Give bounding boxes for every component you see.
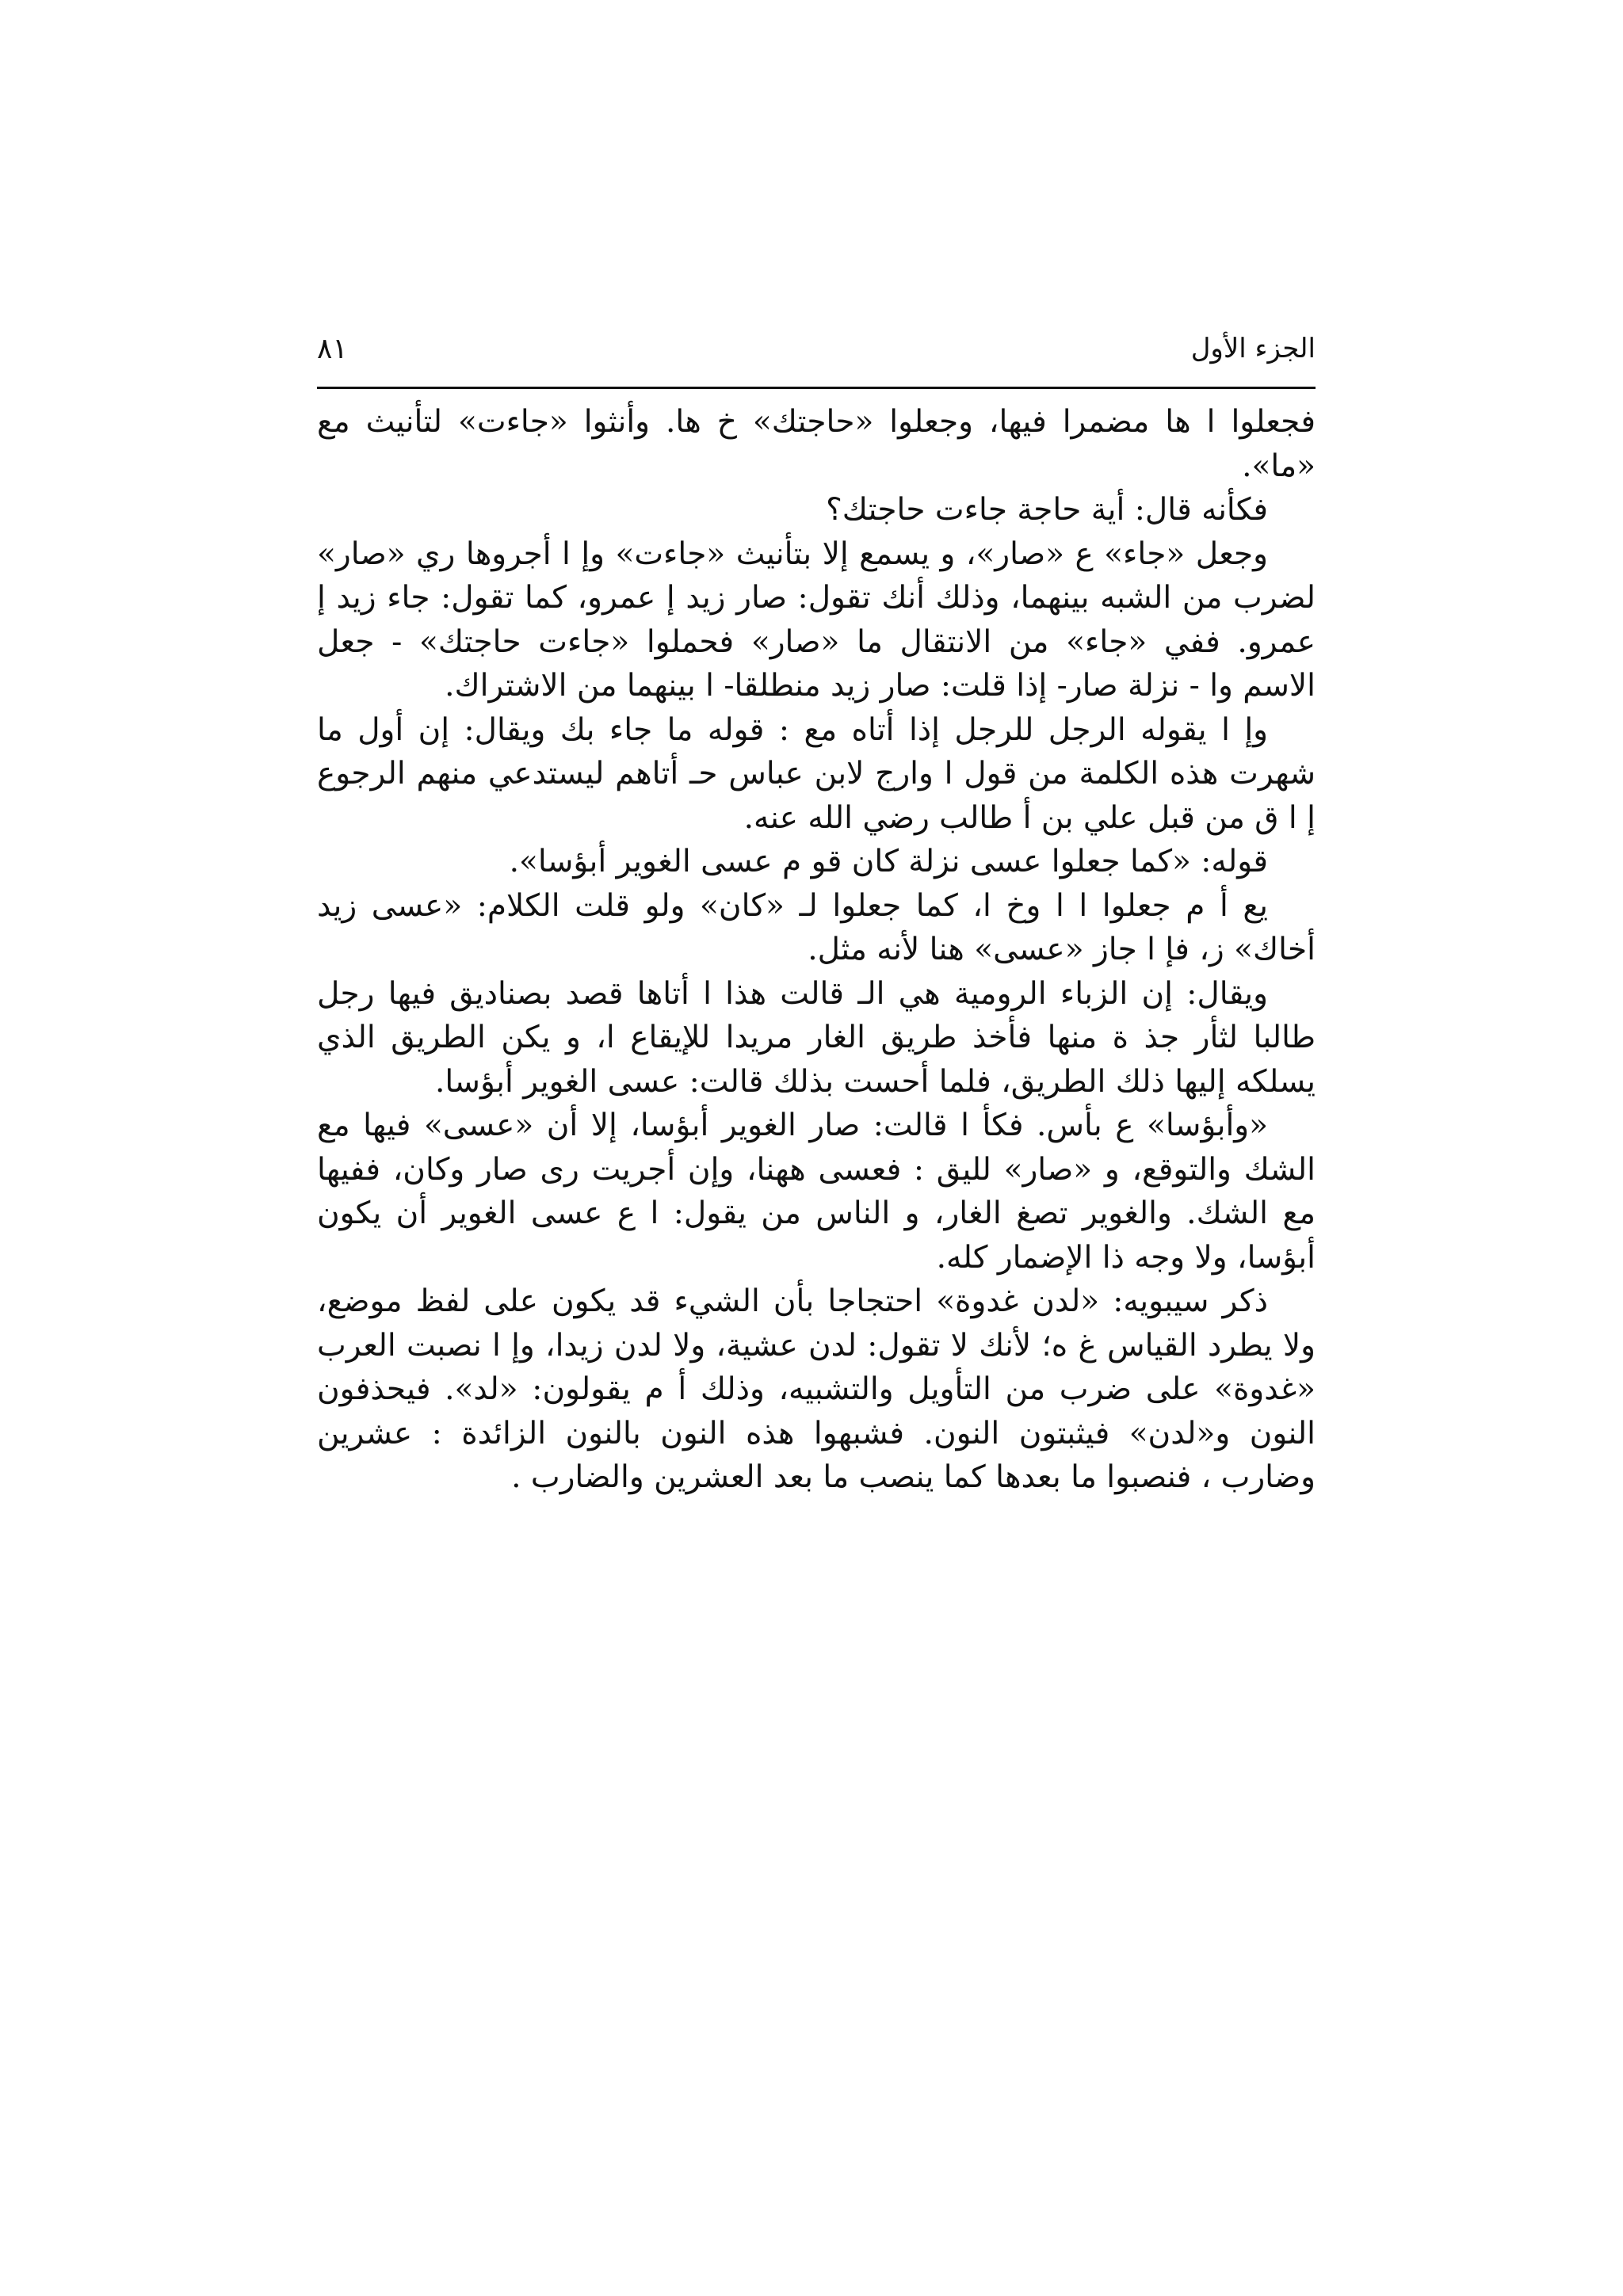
header-divider xyxy=(317,387,1316,389)
page-number: ٨١ xyxy=(317,333,348,365)
paragraph: فجعلوا ا ها مضمرا فيها، وجعلوا «حاجتك» خ ها. وأنثوا «جاءت» لتأنيث مع «ما». xyxy=(317,404,1316,484)
paragraph: فكأنه قال: أية حاجة جاءت حاجتك؟ xyxy=(826,492,1268,528)
body-text xyxy=(317,400,1316,1500)
paragraph: وجعل «جاء» ع «صار»، و يسمع إلا بتأنيث «جاءت» وإ ا أجروها ري «صار» لضرب من الشبه بينهما، وذلك أنك تقول: صار زيد إ عمرو، كما تقول: جاء زيد إ عمرو. ففي «جاء» من الانتقال ما «صار» فحملوا «جاءت حاجتك» - جعل الاسم وا - نزلة صار- إذا قلت: صار زيد منطلقا- ا بينهما من الاشتراك. xyxy=(317,536,1316,704)
paragraph: وإ ا يقوله الرجل للرجل إذا أتاه مع : قوله ما جاء بك ويقال: إن أول ما شهرت هذه الكلمة من قول ا وارج لابن عباس حـ أتاهم ليستدعي منهم الرجوع إ ا ق من قبل علي بن أ طالب رضي الله عنه. xyxy=(317,711,1316,836)
paragraph: «وأبؤسا» ع بأس. فكأ ا قالت: صار الغوير أبؤسا، إلا أن «عسى» فيها مع الشك والتوقع، و «صار» لليق : فعسى ههنا، وإن أجريت رى صار وكان، ففيها مع الشك. والغوير تصغ الغار، و الناس من يقول: ا ع عسى الغوير أن يكون أبؤسا، ولا وجه ذا الإضمار كله. xyxy=(317,1108,1316,1276)
paragraph: يع أ م جعلوا ا ا وخ ا، كما جعلوا لـ «كان» ولو قلت الكلام: «عسى زيد أخاك» ز، فإ ا جاز «عسى» هنا لأنه مثل. xyxy=(317,887,1316,967)
page-header xyxy=(317,333,1316,380)
running-header-title: الجزء الأول xyxy=(1190,333,1316,364)
paragraph: ويقال: إن الزباء الرومية هي الـ قالت هذا ا أتاها قصد بصناديق فيها رجل طالبا لثأر جذ ة منها فأخذ طريق الغار مريدا للإيقاع ا، و يكن الطريق الذي يسلكه إليها ذلك الطريق، فلما أحست بذلك قالت: عسى الغوير أبؤسا. xyxy=(317,975,1316,1100)
paragraph: ذكر سيبويه: «لدن غدوة» احتجاجا بأن الشيء قد يكون على لفظ موضع، ولا يطرد القياس غ ه؛ لأنك لا تقول: لدن عشية، ولا لدن زيدا، وإ ا نصبت العرب «غدوة» على ضرب من التأويل والتشبيه، وذلك أ م يقولون: «لد». فيحذفون النون و«لدن» فيثبتون النون. فشبهوا هذه النون بالنون الزائدة : عشرين وضارب ، فنصبوا ما بعدها كما ينصب ما بعد العشرين والضارب . xyxy=(317,1283,1316,1495)
paragraph: قوله: «كما جعلوا عسى نزلة كان قو م عسى الغوير أبؤسا». xyxy=(509,844,1268,879)
